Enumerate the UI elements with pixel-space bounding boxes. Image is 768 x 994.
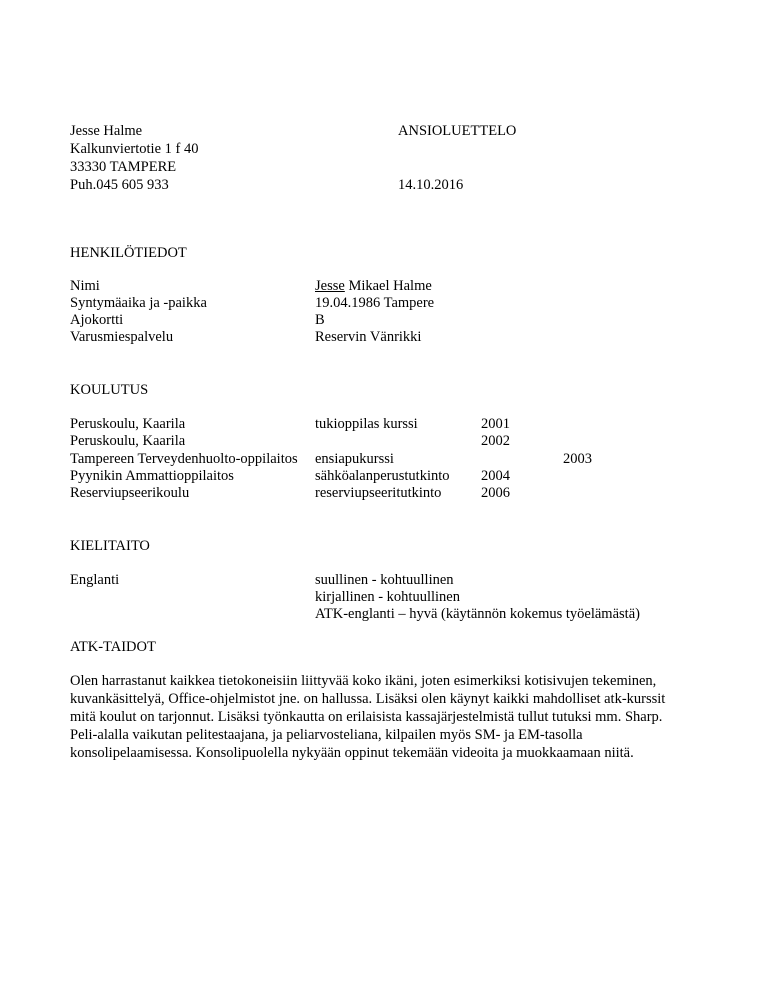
education-year: 2001 [481, 416, 510, 432]
education-school: Peruskoulu, Kaarila [70, 416, 186, 432]
education-course: sähköalanperustutkinto [315, 468, 450, 484]
language-level: suullinen - kohtuullinen [315, 572, 454, 588]
paragraph-line: Peli-alalla vaikutan pelitestaajana, ja peliarvosteliana, kilpailen myös SM- ja EM-tasolla [70, 727, 583, 743]
language-level: kirjallinen - kohtuullinen [315, 589, 460, 605]
first-name-underlined: Jesse [315, 278, 345, 294]
personal-label-license: Ajokortti [70, 312, 124, 328]
education-year: 2003 [563, 451, 592, 467]
personal-value-birth: 19.04.1986 Tampere [315, 295, 435, 311]
education-school: Peruskoulu, Kaarila [70, 433, 186, 449]
paragraph-line: Olen harrastanut kaikkea tietokoneisiin liittyvää koko ikäni, joten esimerkiksi kotisivujen tekeminen, [70, 673, 657, 689]
phone-number: Puh.045 605 933 [70, 177, 169, 193]
education-year: 2002 [481, 433, 510, 449]
personal-label-name: Nimi [70, 278, 100, 294]
address-street: Kalkunviertotie 1 f 40 [70, 141, 199, 157]
address-city: 33330 TAMPERE [70, 159, 177, 175]
section-heading-it-skills: ATK-TAIDOT [70, 639, 156, 655]
language-name: Englanti [70, 572, 120, 588]
education-school: Pyynikin Ammattioppilaitos [70, 468, 234, 484]
personal-value-license: B [315, 312, 325, 328]
paragraph-line: kuvankäsittelyä, Office-ohjelmistot jne. on hallussa. Lisäksi olen käynyt kaikki mahdolliset atk-kurssit [70, 691, 666, 707]
education-course: tukioppilas kurssi [315, 416, 418, 432]
section-heading-education: KOULUTUS [70, 382, 149, 398]
education-course: reserviupseeritutkinto [315, 485, 442, 501]
education-school: Reserviupseerikoulu [70, 485, 190, 501]
education-school: Tampereen Terveydenhuolto-oppilaitos [70, 451, 298, 467]
document-date: 14.10.2016 [398, 177, 464, 193]
paragraph-line: konsolipelaamisessa. Konsolipuolella nykyään oppinut tekemään videoita ja muokkaamaan niitä. [70, 745, 634, 761]
education-course: ensiapukurssi [315, 451, 394, 467]
personal-label-service: Varusmiespalvelu [70, 329, 174, 345]
paragraph-line: mitä koulut on tarjonnut. Lisäksi työnkautta on erilaisista kassajärjestelmistä tullut tutuksi mm. Sharp. [70, 709, 663, 725]
applicant-name: Jesse Halme [70, 123, 143, 139]
name-rest: Mikael Halme [344, 278, 432, 294]
it-skills-paragraph [70, 672, 710, 762]
personal-label-birth: Syntymäaika ja -paikka [70, 295, 207, 311]
education-year: 2004 [481, 468, 510, 484]
document-title: ANSIOLUETTELO [398, 123, 517, 139]
personal-value-service: Reservin Vänrikki [315, 329, 422, 345]
personal-value-name [315, 277, 432, 295]
section-heading-languages: KIELITAITO [70, 538, 150, 554]
language-level: ATK-englanti – hyvä (käytännön kokemus työelämästä) [315, 606, 640, 622]
section-heading-personal: HENKILÖTIEDOT [70, 245, 187, 261]
education-year: 2006 [481, 485, 510, 501]
